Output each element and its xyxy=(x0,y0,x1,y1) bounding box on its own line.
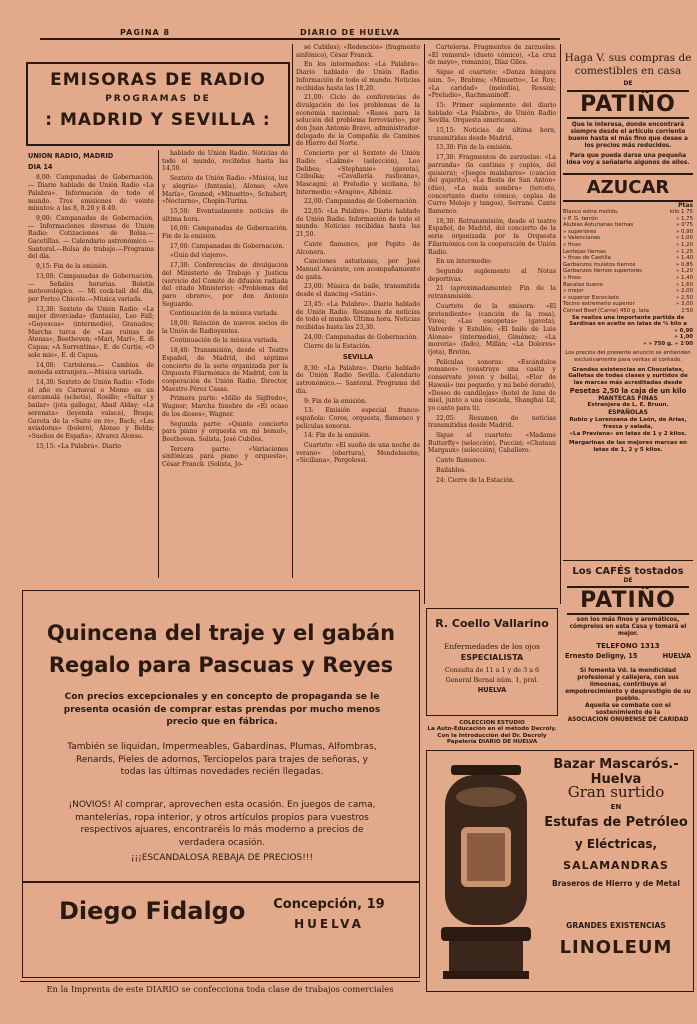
price-item: » finas de Castilla xyxy=(563,255,611,262)
price-value: » 1,75 xyxy=(675,215,693,222)
quincena-p4: ¡¡¡ESCANDALOSA REBAJA DE PRECIOS!!! xyxy=(130,853,314,863)
program-entry: 15,50: Eventualmente noticias de última hora. xyxy=(162,207,288,223)
program-entry: «Guía del viajero». xyxy=(170,252,229,260)
program-entry: En los intermedios: «La Palabra». Diario hablado de Unión Radio. Información de todo el mundo. Noticias recibidas hasta las 18,20. xyxy=(296,61,420,92)
coleccion-title: COLECCION ESTUDIO xyxy=(459,720,525,726)
stove-illustration xyxy=(431,757,541,987)
radio-column-1 xyxy=(28,150,154,578)
fomenta-text: Si fomenta Vd. la mendicidad profesional y callejera, con sus limosnas, contribuye al empobrecimiento y desprestigio de su pueblo. xyxy=(565,668,691,702)
price-value: » 1,00 xyxy=(675,235,693,242)
coello-specialist: ESPECIALISTA xyxy=(460,653,524,662)
bazar-line7: LINOLEUM xyxy=(559,937,673,958)
emisoras-subtitle: PROGRAMAS DE xyxy=(105,94,211,104)
station-name: UNION RADIO, MADRID xyxy=(28,152,114,160)
quincena-p3: ¡NOVIOS! Al comprar, aprovechen esta ocasión. En juegos de cama, mantelerías, ropa interior, y otros artículos propios para vuestros respectivos ajuares, encontraréis lo más moderno a precios de verdadera ocasión. xyxy=(68,800,376,848)
program-entry: sé Cubiles); «Redenciós» (fragmento sinfónico), César Franck. xyxy=(296,44,420,59)
price-value: » 1,25 xyxy=(675,248,693,255)
program-entry: 8,30: «La Palabra». Diario hablado de Unión Radio Sevilla. Calendario astronómico.— Santoral. Programa del día. xyxy=(296,364,420,395)
program-entry: Concierto por el Sexteto de Unión Radio: «Lakmé» (selección), Leo Delibes; «Stephanie» (gavota), Czibulka; «Cavallería rusticana», Mascagni; a) Preludio y siciliana, b) Intermedio; «Aragón», Albéniz. xyxy=(296,150,420,196)
program-entry: Segundo suplemento al Notas deportivas. xyxy=(428,267,556,283)
bazar-title: Bazar Mascarós.-Huelva xyxy=(553,757,679,787)
price-row xyxy=(563,282,693,289)
program-entry: 13,00: Campanadas de Gobernación.— Señales horarias. Boletín meteorológico. — Mi cock-tail del día, por Perico Chicote.—Música variada. xyxy=(28,272,154,303)
col-separator xyxy=(158,150,159,578)
price-row xyxy=(563,268,693,275)
azucar-offer: Se realiza una importante partida de Sardinas en aceite en latas de ¼ kilo a xyxy=(569,314,687,328)
quincena-p2: También se liquidan, Impermeables, Gabardinas, Plumas, Alfombras, Renards, Pieles de adornos, Terciopelos para trajes de señoras, y todas las últimas novedades recién llegadas. xyxy=(67,742,377,777)
program-entry: 17,30: Conferencias de divulgación del Ministerio de Trabajo y Justicia (servicio del Comité de difusión radiada del citado Ministerio): «Problemas del paro obrero», por don Antonio Seguardo. xyxy=(162,262,288,308)
price-item: » finas xyxy=(563,241,581,248)
price-row xyxy=(563,216,693,223)
program-entry: Cuarteto: «El sueño de una noche de verano» (obertura), Mendelssohn; «Siciliana», Pergolessi. xyxy=(296,442,420,465)
program-entry: 16,00: Campanadas de Gobernación. Fin de la emisión. xyxy=(162,225,288,241)
price-value: » 1,20 xyxy=(675,241,693,248)
program-entry: 13: Emisión especial franco-española: Coros, orquesta, flamenco y películas sonoras. xyxy=(296,407,420,430)
price-row xyxy=(563,242,693,249)
price-item: » superior Escociado xyxy=(563,294,619,301)
program-entry: 21 (aproximadamente): Fin de la retransmisión. xyxy=(428,285,556,301)
coello-city: HUELVA xyxy=(477,686,507,694)
program-entry: 14: Fin de la emisión. xyxy=(304,432,371,440)
price-item: » finos xyxy=(563,274,581,281)
program-entry: Bailables. xyxy=(436,466,467,474)
station-sevilla: SEVILLA xyxy=(342,353,374,362)
footer-text: En la Imprenta de este DIARIO se confecciona toda clase de trabajos comerciales xyxy=(46,984,394,994)
quincena-address: Concepción, 19 xyxy=(273,897,385,912)
patino-note: Para que pueda darse una pequeña idea voy a señalarle algunos de ellos. xyxy=(566,153,690,166)
price-item: » Valencianas xyxy=(563,235,601,242)
quincena-brand: Diego Fidalgo xyxy=(59,897,246,925)
page-label: PAGINA 8 xyxy=(120,28,171,37)
cafes-telefono: TELEFONO 1313 xyxy=(596,642,660,650)
emisoras-title-box xyxy=(26,62,290,146)
patino-brand: PATIÑO xyxy=(567,90,689,119)
quincena-title1: Quincena del traje y el gabán xyxy=(46,621,396,645)
program-entry: 17,00: Campanadas de Gobernación. xyxy=(170,242,285,250)
price-row xyxy=(563,308,693,315)
price-item: » mejor xyxy=(563,288,584,295)
azucar-unit: Ptas xyxy=(678,202,693,209)
price-item: Corned Beef (Carne) 450 g. lata xyxy=(563,307,649,314)
price-row xyxy=(563,295,693,302)
price-item: » P. G. terrón xyxy=(563,215,598,222)
price-value: » 1,60 xyxy=(675,281,693,288)
manteca-sub: Extranjera de L. E. Bruun. xyxy=(587,402,669,409)
bazar-line3: y Eléctricas, xyxy=(574,837,658,851)
program-entry: Cuarteto de la emisora: «El pretendiente» (canción de la rosa), Vives; «Las escopetas» (gavota), Valverde y Estellés; «El baile de Luis Alonso» (intermedio), Giménez; «La morería» (fado), Millán; «La Dolores» (jota), Bretón. xyxy=(428,302,556,357)
azucar-fine: Los precios del presente anuncio se entienden exclusivamente para ventas al contado. xyxy=(565,350,691,364)
quincena-city: HUELVA xyxy=(294,917,364,931)
coleccion-line2: Papelería DIARIO DE HUELVA xyxy=(446,739,538,746)
program-entry: Tercera parte: «Variaciones sinfónicas para piano y orquesta», César Franck. (Solista, Jo- xyxy=(162,445,288,469)
program-entry: Cierre de la Estación. xyxy=(304,343,372,351)
program-entry: 15,15: Noticias de última hora, transmitidas desde Madrid. xyxy=(428,127,556,142)
price-value: kilo 1 75 xyxy=(669,209,693,215)
bazar-en: EN xyxy=(610,803,622,811)
program-entry: Películas sonoras: «Escándalos romanos» (construye una casita y conservate joven y bella), «Flor de Hawaii» (mi pequeño, y mi bebé dorado), «Deseo de candilejas» (hotel de lune de miel, junto a una cascada, Shanghai Lil, yo canto para ti). xyxy=(428,358,556,412)
footer-rule xyxy=(20,981,420,982)
price-row xyxy=(563,288,693,295)
program-entry: En un intermedio: xyxy=(436,258,492,266)
program-entry: 8,00: Campanadas de Gobernación. — Diario hablado de Unión Radio «La Palabra». Información de todo el mundo. Tres emisiones de veinte minutos: a las 8, 8.20 y 8.40. xyxy=(28,174,154,213)
program-entry: 9: Fin de la emisión. xyxy=(304,397,367,405)
bazar-line2: Estufas de Petróleo xyxy=(544,815,688,830)
program-entry: 14,30: Sexteto de Unión Radio: «Todo el año es Carnaval o Momo es un carcamalá (schotis), Rosillo; «Saltar y bailar» (jota gallega), Abad Alday; «La serenata» (leyenda valaca), Braga; Gavota de la «Suite en re», Bach; «Las aviadoras» (bolero), Alonso y Belda; «Sueños de España», Alvarez Alonso. xyxy=(28,378,154,440)
program-entry: 22,00: Campanadas de Gobernación. xyxy=(304,198,419,206)
price-value: » 3,00 xyxy=(675,301,693,308)
program-entry: 18,40: Transmisión, desde el Teatro Español, de Madrid, del séptimo concierto de la serie organizada por la Orquesta Filarmónica de Madrid, con la cooperación de Unión Radio. Director, Maestro Pérez Casas. xyxy=(162,347,288,393)
bazar-ad xyxy=(426,750,694,992)
price-value: » 0,90 xyxy=(675,228,693,235)
price-table xyxy=(563,209,693,315)
program-entry: Sigue el cuarteto: «Danza húngara núm. 5», Brahms; «Minuetto», Le Roy; «La caridad» (melodía), Rossini; «Preludio», Rachmaninoff. xyxy=(428,69,556,100)
cafes-address-row xyxy=(563,652,693,662)
radio-column-4 xyxy=(428,44,556,604)
price-item: » superiores xyxy=(563,228,597,235)
price-item: Garbanzos mulatos tiernos xyxy=(563,261,636,268)
price-item: Garbanzos tiernos superiores xyxy=(563,268,642,275)
program-entry: hablado de Unión Radio. Noticias de todo el mundo, recibidas hasta las 14,50. xyxy=(162,150,288,173)
program-entry: 14,00: Carteleras.— Cambios de moneda extranjera.—Música variada. xyxy=(28,361,154,377)
program-entry: 15: Primer suplemento del diario hablado «La Palabra», de Unión Radio Sevilla. Orquesta americana. xyxy=(428,101,556,125)
azucar-last-line: » » 750 g. » 1'00 xyxy=(643,340,693,347)
margarinas: Margarinas de las mejores marcas en latas de 1, 2 y 5 kilos. xyxy=(568,440,688,454)
price-item: Lentejas tiernas xyxy=(563,248,606,255)
price-row xyxy=(563,222,693,229)
program-entry: 21,00: Ciclo de conferencias de divulgación de los problemas de la economía nacional: «Bases para la solución del problema ferroviario», por don Juan Antonio Bravo, administrador-delegado de la Compañía de Caminos de Hierro del Norte. xyxy=(296,94,420,148)
bazar-line4: SALAMANDRAS xyxy=(563,859,669,872)
price-row xyxy=(563,209,693,216)
program-entry: 18,00: Relación de nuevos socios de la Unión de Radioyentes. xyxy=(162,320,288,335)
program-entry: 15,30: Fin de la emisión. xyxy=(436,144,513,152)
bazar-line6: GRANDES EXISTENCIAS xyxy=(566,921,666,930)
cafes-ad xyxy=(563,560,693,740)
header-rule xyxy=(40,38,560,40)
azucar-pesetas: Pesetas 2,50 la caja de un kilo xyxy=(569,387,687,396)
coello-line1: Enfermedades de los ojos xyxy=(444,642,540,651)
price-value: » 1,40 xyxy=(675,255,693,262)
price-value: 1'50 xyxy=(681,307,693,314)
price-value: » 0,85 xyxy=(675,261,693,268)
bazar-line5: Braseros de Hierro y de Metal xyxy=(551,879,681,888)
espanolas-title: ESPAÑOLAS xyxy=(608,409,648,417)
program-entry: 24: Cierre de la Estación. xyxy=(436,476,515,484)
cafes-city: HUELVA xyxy=(662,652,691,660)
price-value: » 2,00 xyxy=(675,288,693,295)
col-separator xyxy=(424,44,425,604)
cafes-title: Los CAFÉS tostados xyxy=(572,566,684,577)
program-entry: Continuación de la música variada. xyxy=(170,337,279,345)
aquella-text: Aquella se combate con el sostenimiento de la xyxy=(585,703,671,716)
price-row xyxy=(563,229,693,236)
col-separator xyxy=(560,44,561,604)
quincena-title2: Regalo para Pascuas y Reyes xyxy=(48,653,394,677)
program-entry: 15,15: «La Palabra». Diario xyxy=(36,442,121,450)
program-entry: Primera parte: «Idilio de Sigfredo», Wagner; Marcha fúnebre de «El ocaso de los dioses», Wagner. xyxy=(162,395,288,418)
price-row xyxy=(563,255,693,262)
col-separator xyxy=(292,44,293,578)
coello-ad xyxy=(426,608,558,716)
newspaper-name: DIARIO DE HUELVA xyxy=(300,28,400,37)
program-entry: Cante flamenco, por Pepito de Alconera. xyxy=(296,240,420,256)
coleccion-ad xyxy=(426,720,558,746)
program-entry: 9,15: Fin de la emisión. xyxy=(36,263,109,271)
program-entry: 17,30: Fragmentos de zarzuelas: «La parranda» (la cantinas y cuplés, del quisiera); «Juegos malabares» (canción del gajarito), «La fiesta de San Antón» (dúo), «La mala sombra» (terceto, concertante dueto cómico, coplas de Curro Melojo y tangos), Serrano. Cante flamenco. xyxy=(428,154,556,216)
patino-ad xyxy=(563,52,693,552)
price-row xyxy=(563,249,693,256)
price-item: Bacalao bueno xyxy=(563,281,603,288)
espanolas-pravia: «La Praviana» en latas de 1 y 2 kilos. xyxy=(569,431,687,438)
coleccion-line1: La Auto-Educación en el método Decroly. Con la Introducción del Dr. Decroly xyxy=(427,726,557,739)
cafes-de: DE xyxy=(623,577,633,584)
price-value: » 1,20 xyxy=(675,268,693,275)
price-value: » 0'75 xyxy=(676,222,693,229)
cafes-address: Ernesto Deligny, 15 xyxy=(565,652,638,660)
program-entry: Canciones asturianas, por José Manuel Ascárate, con acompañamiento de gaita. xyxy=(296,258,420,281)
program-entry: 18,30: Retransmisión, desde el teatro Español, de Madrid, del concierto de la serie organizada por la Orquesta Filarmónica con la cooperación de Unión Radio. xyxy=(428,217,556,256)
espanolas-rubio: Rubio y Lorenzana de León, de Arias, fresca y salada, xyxy=(569,417,687,431)
program-entry: 24,00: Campanadas de Gobernación. xyxy=(304,333,419,341)
program-entry: Sexteto de Unión Radio: «Música, luz y alegría» (fantasía), Alonso; «Ave María», Gounod; «Minuetto», Schubert; «Nocturno», Chopin-Turina. xyxy=(162,175,288,206)
price-item: Alubias Asturianas tiernas xyxy=(563,222,634,229)
price-row xyxy=(563,275,693,282)
coello-address: General Bernal núm. 1, pral. xyxy=(445,676,539,684)
bazar-line1: Gran surtido xyxy=(567,783,665,801)
emisoras-location: : MADRID Y SEVILLA : xyxy=(45,110,271,130)
manteca-title: MANTECAS FINAS xyxy=(598,395,658,403)
asociacion-name: ASOCIACION ONUBENSE DE CARIDAD xyxy=(567,717,689,723)
price-value: » 2,50 xyxy=(675,294,693,301)
price-row xyxy=(563,301,693,308)
program-entry: Segunda parte: «Quinto concierto para piano y orquesta en mi bemol», Beethoven. Solista, José Cubiles. xyxy=(162,420,288,443)
program-entry: 13,30: Sexteto de Unión Radio: «La mujer divorciada» (fantasía), Leo Fall; «Goyescas» (intermedio), Granados; Marcha turca de «Las ruinas de Atenas», Beethoven; «Mari, Marí», E. di Capua; «A Surrentina», E. de Curtis; «O sole mio», E. di Capua. xyxy=(28,305,154,359)
quincena-p1: Con precios excepcionales y en concepto de propaganda se le presenta ocasión de comprar estas prendas por mucho menos precio que en fábrica. xyxy=(63,692,381,727)
divider xyxy=(23,881,420,883)
program-entry: Carteleras. Fragmentos de zarzuelas: «El romeral» (dueto cómico), «La cruz de mayo», romanza), Díaz Giles. xyxy=(428,44,556,67)
program-entry: 22,05: «La Palabra». Diario hablado de Unión Radio. Información de todo el mundo. Noticias recibidas hasta las 21,50. xyxy=(296,208,420,239)
radio-column-3 xyxy=(296,44,420,578)
patino-body: Que le interesa, donde encontrará siempre desde el artículo corriente bueno hasta el más fino que desee a los precios más reducidos. xyxy=(568,122,688,149)
divider xyxy=(563,560,693,561)
quincena-ad xyxy=(22,590,420,978)
azucar-offer-price: » 1,00 xyxy=(674,334,693,341)
price-value: » 1,40 xyxy=(675,274,693,281)
program-entry: Cante flamenco. xyxy=(436,457,487,465)
cafes-body: son los más finos y aromáticos, cómprelos en esta Casa y tomará el mejor. xyxy=(569,617,687,637)
coello-hours: Consulta de 11 a 1 y de 3 a 6 xyxy=(444,666,540,674)
price-row xyxy=(563,235,693,242)
program-entry: 22,05: Resumen de noticias transmitidas desde Madrid. xyxy=(428,414,556,430)
azucar-offer-price: » 0,90 xyxy=(674,327,693,334)
azucar-title: AZUCAR xyxy=(563,173,693,202)
program-entry: Sigue el cuarteto: «Madame Butterfly» (selección), Puccini; «Chateau Margaux» (selección), Caballero. xyxy=(428,432,556,455)
price-item: Blanco extra molido. xyxy=(563,209,619,215)
price-item: Tocino extremeño superior xyxy=(563,301,635,308)
program-entry: 23,00: Música de baile, transmitida desde el dancing «Satán». xyxy=(296,283,420,299)
cafes-brand: PATIÑO xyxy=(567,586,689,615)
program-entry: 23,45: «La Palabra». Diario hablado de Unión Radio. Resumen de noticias de todo el mundo. Última hora. Noticias recibidas hasta las 23,30. xyxy=(296,300,420,331)
program-entry: Continuación de la música variada. xyxy=(170,310,279,318)
patino-de: DE xyxy=(623,80,633,87)
azucar-grandes: Grandes existencias en Chocolates, Galletas de todas clases y surtidos de las marcas más acreditadas desde xyxy=(568,366,688,387)
radio-column-2 xyxy=(162,150,288,578)
program-entry: 9,00: Campanadas de Gobernación. — Informaciones diversas de Unión Radio: Cotizaciones de Bolsa.— Gacetillas. — Calendario astronómico.— Santoral.—Bolsa de trabajo.—Programa del día. xyxy=(28,214,154,261)
day-label: DIA 14 xyxy=(28,162,53,171)
coello-name: R. Coello Vallarino xyxy=(435,617,549,630)
emisoras-title: EMISORAS DE RADIO xyxy=(50,70,266,90)
patino-headline: Haga V. sus compras de comestibles en casa xyxy=(564,52,692,77)
price-row xyxy=(563,262,693,269)
